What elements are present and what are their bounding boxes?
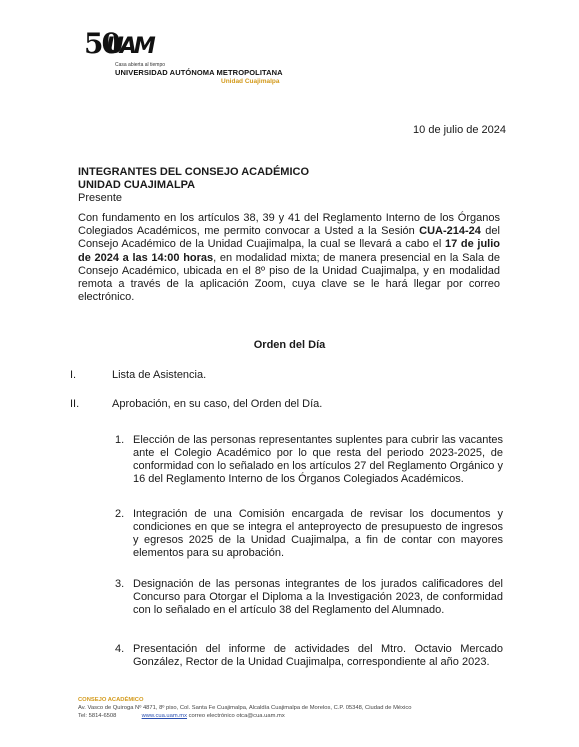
item-number: 1.	[115, 434, 125, 446]
footer-email: correo electrónico otca@cua.uam.mx	[188, 713, 285, 719]
item-text: Presentación del informe de actividades del Mtro. Octavio Mercado González, Rector de la Unidad Cuajimalpa, correspondiente al año 2023.	[133, 643, 503, 668]
footer-address: Av. Vasco de Quiroga Nº 4871, 8º piso, Col. Santa Fe Cuajimalpa, Alcaldía Cuajimalpa de Morelos, C.P. 05348, Ciudad de México	[78, 705, 412, 711]
agenda-item	[115, 434, 503, 486]
footer-tel: Tel: 5814-6508	[78, 713, 117, 719]
agenda-item-roman	[0, 369, 579, 383]
item-number: 2.	[115, 508, 125, 520]
body-part-2: del Consejo Académico de la Unidad Cuajimalpa, la cual se llevará a cabo el	[78, 225, 500, 251]
roman-text: Aprobación, en su caso, del Orden del Día.	[112, 398, 323, 410]
logo-tagline: Casa abierta al tiempo	[115, 62, 166, 68]
roman-number: II.	[70, 398, 80, 410]
agenda-item-roman	[0, 398, 579, 412]
footer-office: CONSEJO ACADÉMICO	[78, 697, 144, 703]
letter-date: 10 de julio de 2024	[413, 124, 506, 136]
convocation-paragraph	[78, 212, 500, 304]
body-part-1: Con fundamento en los artículos 38, 39 y 41 del Reglamento Interno de los Órganos Colegiados Académicos, me permito convocar a Usted a la Sesión	[78, 212, 500, 238]
session-datetime: 17 de julio de 2024 a las 14:00 horas	[78, 238, 500, 264]
item-number: 4.	[115, 643, 125, 655]
item-text: Designación de las personas integrantes de los jurados calificadores del Concurso para Otorgar el Diploma a la Investigación 2023, de conformidad con lo señalado en el artículo 38 del Reglamento del Alumnado.	[133, 578, 503, 616]
agenda-item	[115, 508, 503, 560]
recipient-line-1: INTEGRANTES DEL CONSEJO ACADÉMICO	[78, 166, 310, 178]
item-text: Integración de una Comisión encargada de revisar los documentos y condiciones en que se integra el anteproyecto de presupuesto de ingresos y egresos 2025 de la Unidad Cuajimalpa, a fin de contar con mayores elementos para su aprobación.	[133, 508, 503, 559]
logo-50-anniversary: 50	[84, 27, 119, 60]
agenda-item	[115, 578, 503, 617]
university-name: UNIVERSIDAD AUTÓNOMA METROPOLITANA	[115, 68, 283, 77]
agenda-item	[115, 643, 503, 669]
item-text: Elección de las personas representantes suplentes para cubrir las vacantes ante el Colegio Académico por lo que resta del periodo 2023-2025, de conformidad con lo señalado en los artículos 27 del Reglamento Orgánico y 16 del Reglamento Interno de los Órganos Colegiados Académicos.	[133, 434, 503, 485]
unit-name: Unidad Cuajimalpa	[221, 78, 280, 85]
session-number: CUA-214-24	[419, 225, 481, 238]
roman-text: Lista de Asistencia.	[112, 369, 207, 381]
item-number: 3.	[115, 578, 125, 590]
recipient-line-2: UNIDAD CUAJIMALPA	[78, 179, 196, 191]
agenda-title: Orden del Día	[253, 339, 326, 351]
recipient-block	[78, 166, 309, 205]
recipient-line-3: Presente	[78, 192, 123, 204]
footer	[78, 696, 411, 720]
roman-number: I.	[70, 369, 77, 381]
footer-web-link[interactable]: www.cua.uam.mx	[141, 713, 188, 719]
uam-logo: UAM	[106, 34, 153, 59]
body-part-3: , en modalidad mixta; de manera presencial en la Sala de Consejo Académico, ubicada en el 8º piso de la Unidad Cuajimalpa, y en modalidad remota a través de la aplicación Zoom, cuya clave se le hará llegar por correo electrónico.	[78, 251, 500, 304]
footer-contact	[78, 712, 411, 720]
